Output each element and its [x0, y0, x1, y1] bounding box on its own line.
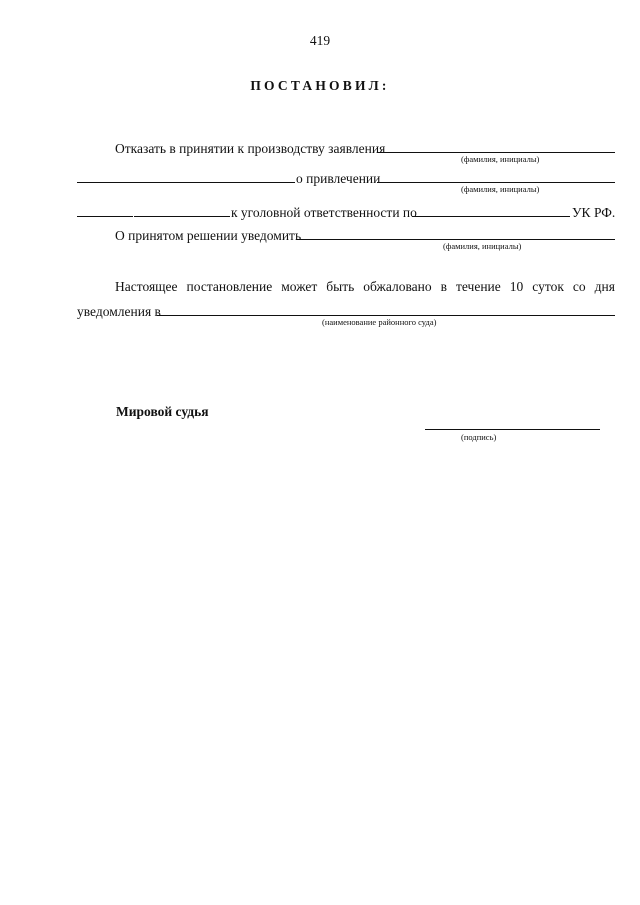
appeal-word: обжаловано [363, 279, 432, 294]
appeal-word: суток [532, 279, 564, 294]
accused-name-line[interactable] [377, 182, 615, 183]
notify-decision-text: О принятом решении уведомить [115, 228, 302, 243]
appeal-word: течение [456, 279, 501, 294]
applicant-name-line[interactable] [378, 152, 615, 153]
appeal-paragraph-line1 [115, 279, 615, 295]
appeal-word: Настоящее [115, 279, 178, 294]
notification-in-text: уведомления в [77, 304, 161, 319]
signature-caption: (подпись) [461, 432, 497, 442]
page-number: 419 [309, 33, 331, 48]
document-heading: ПОСТАНОВИЛ: [250, 78, 390, 93]
appeal-word: в [440, 279, 447, 294]
accused-name-line-2a[interactable] [77, 216, 133, 217]
appeal-word: дня [594, 279, 615, 294]
notify-person-line[interactable] [296, 239, 615, 240]
district-court-line[interactable] [157, 315, 615, 316]
magistrate-judge-label: Мировой судья [116, 404, 209, 419]
accused-name-line-2b[interactable] [134, 216, 230, 217]
accused-name-caption: (фамилия, инициалы) [461, 184, 540, 194]
district-court-caption: (наименование районного суда) [322, 317, 437, 327]
bringing-to-text: о привлечении [296, 171, 381, 186]
applicant-name-caption: (фамилия, инициалы) [461, 154, 540, 164]
criminal-code-suffix: УК РФ. [572, 205, 616, 220]
notify-person-caption: (фамилия, инициалы) [443, 241, 522, 251]
appeal-word: быть [326, 279, 355, 294]
criminal-liability-text: к уголовной ответственности по [231, 205, 417, 220]
appeal-word: 10 [509, 279, 524, 294]
appeal-word: постановление [186, 279, 273, 294]
article-number-line[interactable] [412, 216, 570, 217]
signature-line[interactable] [425, 429, 600, 430]
appeal-word: со [572, 279, 586, 294]
refuse-acceptance-text: Отказать в принятии к производству заявления [115, 141, 386, 156]
appeal-word: может [281, 279, 318, 294]
applicant-name-line-2[interactable] [77, 182, 295, 183]
